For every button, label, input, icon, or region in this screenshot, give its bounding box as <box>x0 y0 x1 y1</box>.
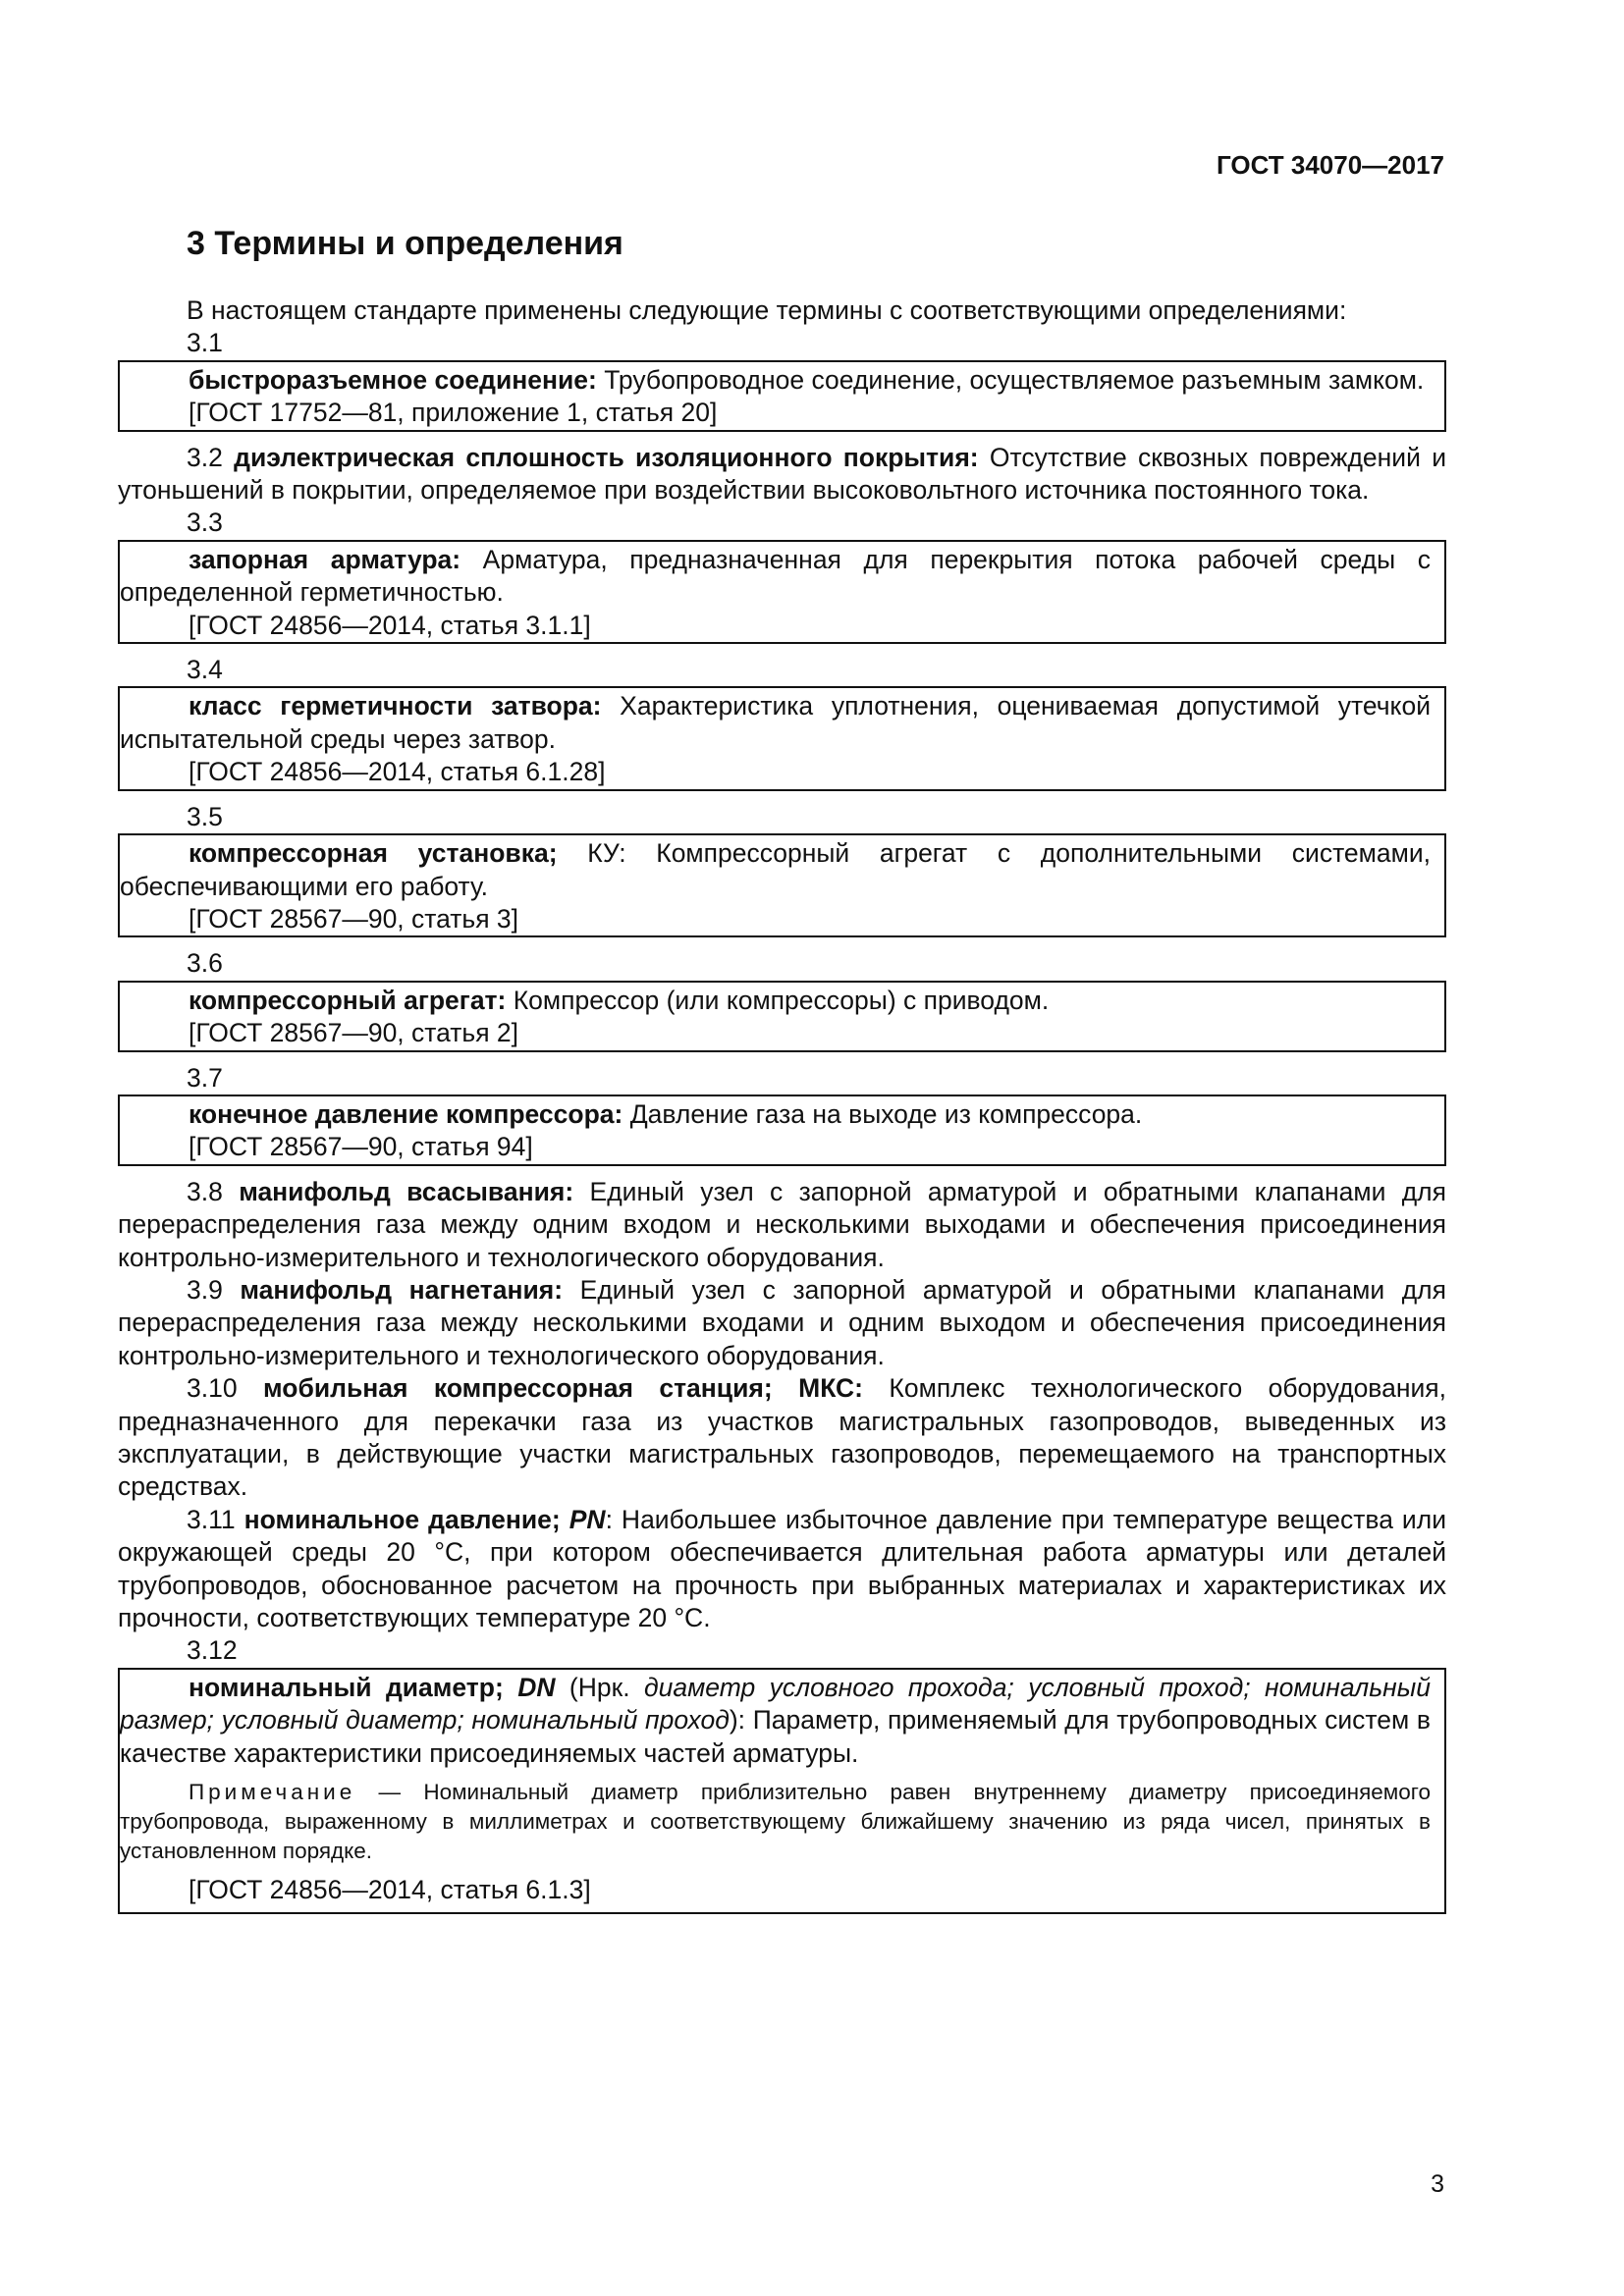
term-entry <box>118 442 1446 507</box>
term-box <box>118 1095 1446 1166</box>
term-number: 3.2 <box>187 442 223 472</box>
term-source: [ГОСТ 17752—81, приложение 1, статья 20] <box>189 398 718 428</box>
term-definition: : Наибольшее избыточное давление при температуре вещества или окружающей среды 20 °С, при котором обеспечивается длительная работа арматуры или деталей трубопроводов, обоснованное расчетом на прочность при выбранных материалах и характеристиках их прочности, соответствующих температуре 20 °С. <box>118 1504 1446 1633</box>
term-entry <box>118 1372 1446 1504</box>
term-number: 3.1 <box>187 328 223 358</box>
term-entry <box>120 364 1431 397</box>
term-entry <box>120 544 1431 610</box>
term-box <box>118 686 1446 790</box>
term-entry <box>120 985 1431 1017</box>
term-name: класс герметичности затвора: <box>189 691 602 721</box>
term-box <box>118 981 1446 1052</box>
term-abbreviation: DN <box>517 1672 556 1702</box>
term-source: [ГОСТ 24856—2014, статья 3.1.1] <box>189 610 591 640</box>
term-name: компрессорная установка; <box>189 838 558 869</box>
term-number: 3.10 <box>187 1373 238 1404</box>
term-name: манифольд всасывания: <box>239 1176 574 1206</box>
term-entry <box>118 1274 1446 1372</box>
term-number: 3.11 <box>187 1504 236 1534</box>
term-number: 3.6 <box>187 948 223 979</box>
term-note <box>120 1778 1431 1866</box>
term-definition: Отсутствие сквозных повреждений и утоньшений в покрытии, определяемое при воздействии высоковольтного источника постоянного тока. <box>118 442 1446 506</box>
term-name: компрессорный агрегат: <box>189 985 507 1015</box>
term-box <box>118 360 1446 432</box>
term-number: 3.12 <box>187 1635 238 1666</box>
term-source: [ГОСТ 28567—90, статья 94] <box>189 1132 533 1162</box>
document-code: ГОСТ 34070—2017 <box>1217 150 1444 180</box>
note-label: Примечание <box>189 1780 356 1805</box>
term-source: [ГОСТ 24856—2014, статья 6.1.3] <box>189 1875 591 1905</box>
term-definition: Трубопроводное соединение, осуществляемое разъемным замком. <box>596 364 1425 395</box>
term-name: номинальное давление; <box>244 1504 561 1534</box>
term-name: быстроразъемное соединение: <box>189 364 597 395</box>
term-number: 3.7 <box>187 1062 223 1093</box>
term-name: манифольд нагнетания: <box>240 1274 564 1305</box>
term-source: [ГОСТ 28567—90, статья 3] <box>189 903 519 934</box>
term-source: [ГОСТ 28567—90, статья 2] <box>189 1018 519 1048</box>
nonrecommended-terms: диаметр условного прохода; условный проход; номинальный размер; условный диаметр; номинальный проход <box>120 1672 1431 1735</box>
term-name: мобильная компрессорная станция; МКС: <box>263 1373 863 1404</box>
term-number: 3.3 <box>187 507 223 538</box>
intro-paragraph: В настоящем стандарте применены следующие термины с соответствующими определениями: <box>187 295 1347 325</box>
term-number: 3.9 <box>187 1274 223 1305</box>
section-content <box>118 294 1446 1924</box>
term-abbreviation: PN <box>568 1504 606 1534</box>
term-definition: Арматура, предназначенная для перекрытия потока рабочей среды с определенной герметичностью. <box>120 544 1432 608</box>
term-entry <box>120 1672 1431 1770</box>
term-number: 3.5 <box>187 801 223 831</box>
term-number: 3.8 <box>187 1176 223 1206</box>
term-number: 3.4 <box>187 655 223 685</box>
note-text: — Номинальный диаметр приблизительно равен внутреннему диаметру присоединяемого трубопровода, выраженному в миллиметрах и соответствующему ближайшему значению из ряда чисел, принятых в установленном порядке. <box>120 1780 1431 1864</box>
term-definition: Компрессор (или компрессоры) с приводом. <box>506 985 1050 1015</box>
term-definition: ): Параметр, применяемый для трубопроводных систем в качестве характеристики присоединяемых частей арматуры. <box>120 1705 1431 1768</box>
term-definition: КУ: Компрессорный агрегат с дополнительными системами, обеспечивающими его работу. <box>120 838 1431 901</box>
page-number: 3 <box>1431 2170 1444 2198</box>
term-definition: Комплекс технологического оборудования, предназначенного для перекачки газа из участков магистральных газопроводов, выведенных из эксплуатации, в действующие участки магистральных газопроводов, перемещаемого на транспортных средствах. <box>118 1373 1446 1502</box>
term-definition: Давление газа на выходе из компрессора. <box>623 1098 1143 1129</box>
section-title: 3 Термины и определения <box>187 225 623 262</box>
term-definition: Единый узел с запорной арматурой и обратными клапанами для перераспределения газа между одним входом и несколькими выходами и обеспечения присоединения контрольно-измерительного и технологического оборудования. <box>118 1176 1446 1272</box>
term-entry <box>120 837 1431 903</box>
term-source: [ГОСТ 24856—2014, статья 6.1.28] <box>189 757 606 787</box>
term-box <box>118 833 1446 937</box>
term-entry <box>118 1504 1446 1635</box>
term-name: номинальный диаметр; <box>189 1672 504 1702</box>
term-name: диэлектрическая сплошность изоляционного покрытия: <box>234 442 979 472</box>
term-entry <box>120 1098 1431 1131</box>
nonrecommended-prefix: (Нрк. <box>555 1672 644 1702</box>
term-entry <box>120 690 1431 756</box>
term-definition: Единый узел с запорной арматурой и обратными клапанами для перераспределения газа между несколькими входами и одним выходом и обеспечения присоединения контрольно-измерительного и технологического оборудования. <box>118 1274 1446 1370</box>
term-name: запорная арматура: <box>189 544 461 574</box>
term-box <box>118 1668 1446 1915</box>
term-entry <box>118 1176 1446 1274</box>
term-box <box>118 540 1446 644</box>
term-name: конечное давление компрессора: <box>189 1098 623 1129</box>
term-definition: Характеристика уплотнения, оцениваемая допустимой утечкой испытательной среды через затвор. <box>120 691 1431 754</box>
